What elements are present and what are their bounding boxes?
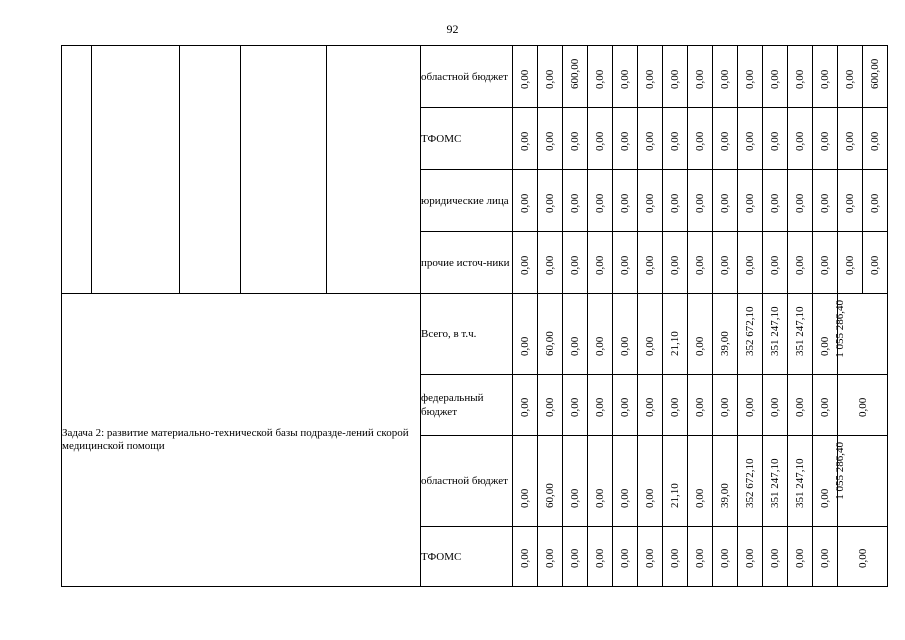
value-text: 0,00 bbox=[644, 193, 656, 213]
value-cell bbox=[713, 46, 738, 108]
value-text: 39,00 bbox=[719, 483, 731, 508]
value-cell bbox=[638, 232, 663, 294]
value-text: 0,00 bbox=[619, 131, 631, 151]
value-cell bbox=[763, 436, 788, 527]
value-cell bbox=[738, 375, 763, 436]
value-cell bbox=[788, 527, 813, 587]
empty-cell bbox=[327, 46, 421, 294]
value-text: 0,00 bbox=[769, 255, 781, 275]
value-text: 0,00 bbox=[744, 131, 756, 151]
value-text: 0,00 bbox=[569, 336, 581, 356]
budget-table bbox=[61, 45, 888, 587]
value-text: 0,00 bbox=[719, 548, 731, 568]
value-text: 0,00 bbox=[544, 397, 556, 417]
value-text: 0,00 bbox=[544, 193, 556, 213]
value-text: 0,00 bbox=[694, 548, 706, 568]
value-cell bbox=[538, 436, 563, 527]
value-text: 0,00 bbox=[719, 69, 731, 89]
value-text: 352 672,10 bbox=[744, 458, 756, 508]
value-text: 0,00 bbox=[644, 69, 656, 89]
value-cell bbox=[538, 375, 563, 436]
value-cell bbox=[763, 375, 788, 436]
value-text: 0,00 bbox=[544, 69, 556, 89]
value-cell bbox=[813, 170, 838, 232]
value-cell bbox=[788, 46, 813, 108]
value-cell bbox=[538, 170, 563, 232]
value-text: 1 055 286,40 bbox=[833, 300, 846, 358]
value-cell bbox=[788, 436, 813, 527]
value-cell bbox=[563, 375, 588, 436]
value-cell bbox=[638, 527, 663, 587]
value-text: 0,00 bbox=[594, 69, 606, 89]
value-cell bbox=[863, 108, 888, 170]
value-cell bbox=[738, 436, 763, 527]
value-text: 0,00 bbox=[694, 397, 706, 417]
value-cell bbox=[513, 375, 538, 436]
value-cell bbox=[763, 527, 788, 587]
value-text: 0,00 bbox=[619, 397, 631, 417]
value-text: 351 247,10 bbox=[794, 458, 806, 508]
value-cell bbox=[563, 527, 588, 587]
value-text: 60,00 bbox=[544, 483, 556, 508]
value-text: 0,00 bbox=[519, 397, 531, 417]
value-text: 351 247,10 bbox=[769, 306, 781, 356]
value-text: 0,00 bbox=[594, 131, 606, 151]
value-text: 0,00 bbox=[819, 336, 831, 356]
value-cell bbox=[563, 46, 588, 108]
value-text: 0,00 bbox=[819, 69, 831, 89]
value-cell bbox=[638, 294, 663, 375]
value-text: 0,00 bbox=[769, 131, 781, 151]
value-text: 352 672,10 bbox=[744, 306, 756, 356]
value-cell bbox=[688, 170, 713, 232]
value-text: 21,10 bbox=[669, 331, 681, 356]
value-cell bbox=[538, 232, 563, 294]
value-cell bbox=[538, 108, 563, 170]
value-cell bbox=[763, 294, 788, 375]
value-cell bbox=[613, 170, 638, 232]
value-text: 0,00 bbox=[844, 131, 856, 151]
value-text: 0,00 bbox=[569, 255, 581, 275]
value-text: 0,00 bbox=[694, 193, 706, 213]
empty-cell bbox=[62, 46, 92, 294]
value-text: 0,00 bbox=[644, 336, 656, 356]
value-text: 0,00 bbox=[794, 397, 806, 417]
value-cell bbox=[688, 108, 713, 170]
value-text: 0,00 bbox=[819, 131, 831, 151]
empty-cell bbox=[92, 46, 180, 294]
value-text: 0,00 bbox=[519, 255, 531, 275]
value-cell bbox=[663, 294, 688, 375]
value-text: 21,10 bbox=[669, 483, 681, 508]
value-text: 0,00 bbox=[819, 488, 831, 508]
value-text: 0,00 bbox=[519, 488, 531, 508]
value-cell bbox=[538, 527, 563, 587]
value-text: 0,00 bbox=[669, 255, 681, 275]
value-cell bbox=[838, 170, 863, 232]
value-text: 600,00 bbox=[869, 58, 881, 89]
value-cell bbox=[738, 108, 763, 170]
value-text: 1 055 286,40 bbox=[833, 442, 846, 500]
value-text: 0,00 bbox=[844, 193, 856, 213]
value-text: 0,00 bbox=[869, 255, 881, 275]
value-cell bbox=[513, 108, 538, 170]
value-cell bbox=[738, 170, 763, 232]
value-text: 0,00 bbox=[769, 397, 781, 417]
value-cell bbox=[588, 108, 613, 170]
value-text: 60,00 bbox=[544, 331, 556, 356]
value-cell bbox=[613, 527, 638, 587]
value-cell bbox=[663, 436, 688, 527]
value-cell bbox=[833, 436, 888, 527]
value-cell bbox=[588, 170, 613, 232]
value-cell bbox=[563, 108, 588, 170]
value-text: 0,00 bbox=[719, 255, 731, 275]
value-text: 0,00 bbox=[694, 69, 706, 89]
value-text: 39,00 bbox=[719, 331, 731, 356]
value-text: 0,00 bbox=[519, 193, 531, 213]
value-cell bbox=[713, 527, 738, 587]
funding-source-cell: прочие источ-ники bbox=[421, 232, 513, 294]
value-text: 0,00 bbox=[844, 255, 856, 275]
value-cell bbox=[638, 46, 663, 108]
value-text: 351 247,10 bbox=[769, 458, 781, 508]
value-cell bbox=[663, 232, 688, 294]
value-text: 0,00 bbox=[669, 131, 681, 151]
value-text: 0,00 bbox=[769, 193, 781, 213]
value-cell bbox=[613, 232, 638, 294]
value-cell bbox=[763, 170, 788, 232]
value-cell bbox=[513, 232, 538, 294]
table-row bbox=[62, 46, 888, 108]
value-cell bbox=[688, 436, 713, 527]
value-cell bbox=[513, 294, 538, 375]
value-cell bbox=[813, 108, 838, 170]
value-cell bbox=[688, 375, 713, 436]
value-cell bbox=[738, 232, 763, 294]
value-cell bbox=[563, 170, 588, 232]
value-text: 351 247,10 bbox=[794, 306, 806, 356]
value-text: 0,00 bbox=[669, 397, 681, 417]
value-text: 0,00 bbox=[744, 193, 756, 213]
value-cell bbox=[663, 108, 688, 170]
value-text: 0,00 bbox=[844, 69, 856, 89]
value-cell bbox=[838, 232, 863, 294]
value-cell bbox=[638, 375, 663, 436]
value-text: 0,00 bbox=[569, 193, 581, 213]
value-cell bbox=[588, 46, 613, 108]
value-cell bbox=[838, 108, 863, 170]
value-text: 0,00 bbox=[794, 255, 806, 275]
value-cell bbox=[788, 108, 813, 170]
value-text: 0,00 bbox=[619, 193, 631, 213]
value-text: 0,00 bbox=[769, 548, 781, 568]
value-text: 0,00 bbox=[869, 131, 881, 151]
value-cell bbox=[663, 170, 688, 232]
value-cell bbox=[513, 170, 538, 232]
value-text: 0,00 bbox=[619, 488, 631, 508]
value-text: 0,00 bbox=[569, 397, 581, 417]
value-text: 0,00 bbox=[694, 131, 706, 151]
value-text: 0,00 bbox=[644, 548, 656, 568]
value-cell bbox=[713, 170, 738, 232]
value-text: 0,00 bbox=[819, 397, 831, 417]
value-cell bbox=[713, 294, 738, 375]
value-cell bbox=[713, 108, 738, 170]
value-text: 0,00 bbox=[619, 548, 631, 568]
value-text: 0,00 bbox=[544, 548, 556, 568]
table-row bbox=[62, 294, 888, 375]
value-cell bbox=[613, 108, 638, 170]
page-number: 92 bbox=[446, 22, 459, 36]
value-cell bbox=[563, 232, 588, 294]
value-cell bbox=[738, 294, 763, 375]
value-text: 0,00 bbox=[594, 397, 606, 417]
funding-source-cell: ТФОМС bbox=[421, 108, 513, 170]
value-text: 0,00 bbox=[644, 488, 656, 508]
value-text: 0,00 bbox=[694, 255, 706, 275]
value-cell bbox=[863, 232, 888, 294]
value-text: 0,00 bbox=[644, 397, 656, 417]
value-text: 0,00 bbox=[569, 131, 581, 151]
empty-cell bbox=[180, 46, 241, 294]
funding-source-cell: Всего, в т.ч. bbox=[421, 294, 513, 375]
value-text: 0,00 bbox=[544, 255, 556, 275]
value-cell bbox=[713, 436, 738, 527]
value-text: 0,00 bbox=[644, 131, 656, 151]
value-cell bbox=[688, 527, 713, 587]
value-text: 0,00 bbox=[669, 193, 681, 213]
value-cell bbox=[863, 46, 888, 108]
value-cell bbox=[838, 46, 863, 108]
value-text: 0,00 bbox=[794, 131, 806, 151]
value-text: 0,00 bbox=[719, 397, 731, 417]
value-cell bbox=[588, 436, 613, 527]
value-text: 0,00 bbox=[544, 131, 556, 151]
value-cell bbox=[838, 527, 888, 587]
value-text: 0,00 bbox=[594, 255, 606, 275]
value-cell bbox=[713, 375, 738, 436]
value-cell bbox=[663, 527, 688, 587]
value-text: 0,00 bbox=[719, 193, 731, 213]
value-cell bbox=[863, 170, 888, 232]
value-cell bbox=[613, 436, 638, 527]
value-text: 0,00 bbox=[669, 548, 681, 568]
funding-source-cell: федеральный бюджет bbox=[421, 375, 513, 436]
funding-source-cell: областной бюджет bbox=[421, 436, 513, 527]
value-text: 0,00 bbox=[594, 548, 606, 568]
value-cell bbox=[513, 46, 538, 108]
value-cell bbox=[563, 294, 588, 375]
value-cell bbox=[588, 375, 613, 436]
value-cell bbox=[713, 232, 738, 294]
value-cell bbox=[833, 294, 888, 375]
value-cell bbox=[738, 46, 763, 108]
value-text: 0,00 bbox=[819, 193, 831, 213]
value-text: 0,00 bbox=[744, 255, 756, 275]
value-cell bbox=[588, 294, 613, 375]
value-text: 0,00 bbox=[744, 69, 756, 89]
value-text: 0,00 bbox=[619, 69, 631, 89]
value-text: 0,00 bbox=[519, 69, 531, 89]
value-text: 0,00 bbox=[619, 336, 631, 356]
value-cell bbox=[763, 46, 788, 108]
value-cell bbox=[813, 527, 838, 587]
value-cell bbox=[663, 375, 688, 436]
value-text: 0,00 bbox=[694, 336, 706, 356]
value-text: 0,00 bbox=[644, 255, 656, 275]
value-cell bbox=[613, 375, 638, 436]
value-text: 0,00 bbox=[769, 69, 781, 89]
value-text: 0,00 bbox=[594, 488, 606, 508]
value-text: 0,00 bbox=[869, 193, 881, 213]
value-text: 0,00 bbox=[794, 193, 806, 213]
value-cell bbox=[613, 294, 638, 375]
value-cell bbox=[613, 46, 638, 108]
value-text: 0,00 bbox=[794, 548, 806, 568]
value-cell bbox=[563, 436, 588, 527]
value-cell bbox=[638, 108, 663, 170]
value-text: 0,00 bbox=[519, 336, 531, 356]
value-text: 0,00 bbox=[819, 255, 831, 275]
value-text: 0,00 bbox=[744, 548, 756, 568]
value-cell bbox=[838, 375, 888, 436]
funding-source-cell: областной бюджет bbox=[421, 46, 513, 108]
value-cell bbox=[788, 232, 813, 294]
value-cell bbox=[788, 170, 813, 232]
value-cell bbox=[813, 46, 838, 108]
value-cell bbox=[788, 294, 813, 375]
value-cell bbox=[763, 232, 788, 294]
value-text: 0,00 bbox=[594, 193, 606, 213]
value-text: 0,00 bbox=[669, 69, 681, 89]
value-cell bbox=[588, 527, 613, 587]
value-text: 0,00 bbox=[856, 397, 869, 417]
value-text: 0,00 bbox=[856, 548, 869, 568]
value-text: 0,00 bbox=[744, 397, 756, 417]
funding-source-cell: ТФОМС bbox=[421, 527, 513, 587]
value-cell bbox=[538, 294, 563, 375]
task-description: Задача 2: развитие материально-технической базы подразде-лений скорой медицинской помощи bbox=[62, 294, 421, 587]
value-cell bbox=[588, 232, 613, 294]
value-cell bbox=[688, 294, 713, 375]
value-cell bbox=[638, 170, 663, 232]
value-text: 0,00 bbox=[519, 131, 531, 151]
value-cell bbox=[638, 436, 663, 527]
funding-source-cell: юридические лица bbox=[421, 170, 513, 232]
value-cell bbox=[538, 46, 563, 108]
value-text: 600,00 bbox=[569, 58, 581, 89]
value-cell bbox=[688, 232, 713, 294]
value-text: 0,00 bbox=[519, 548, 531, 568]
value-cell bbox=[663, 46, 688, 108]
value-cell bbox=[688, 46, 713, 108]
value-cell bbox=[788, 375, 813, 436]
value-cell bbox=[513, 436, 538, 527]
value-cell bbox=[813, 375, 838, 436]
value-cell bbox=[763, 108, 788, 170]
value-text: 0,00 bbox=[719, 131, 731, 151]
value-cell bbox=[813, 232, 838, 294]
value-text: 0,00 bbox=[569, 488, 581, 508]
value-text: 0,00 bbox=[594, 336, 606, 356]
value-text: 0,00 bbox=[569, 548, 581, 568]
empty-cell bbox=[241, 46, 327, 294]
value-text: 0,00 bbox=[694, 488, 706, 508]
value-text: 0,00 bbox=[819, 548, 831, 568]
value-cell bbox=[738, 527, 763, 587]
value-text: 0,00 bbox=[619, 255, 631, 275]
value-text: 0,00 bbox=[794, 69, 806, 89]
value-cell bbox=[513, 527, 538, 587]
